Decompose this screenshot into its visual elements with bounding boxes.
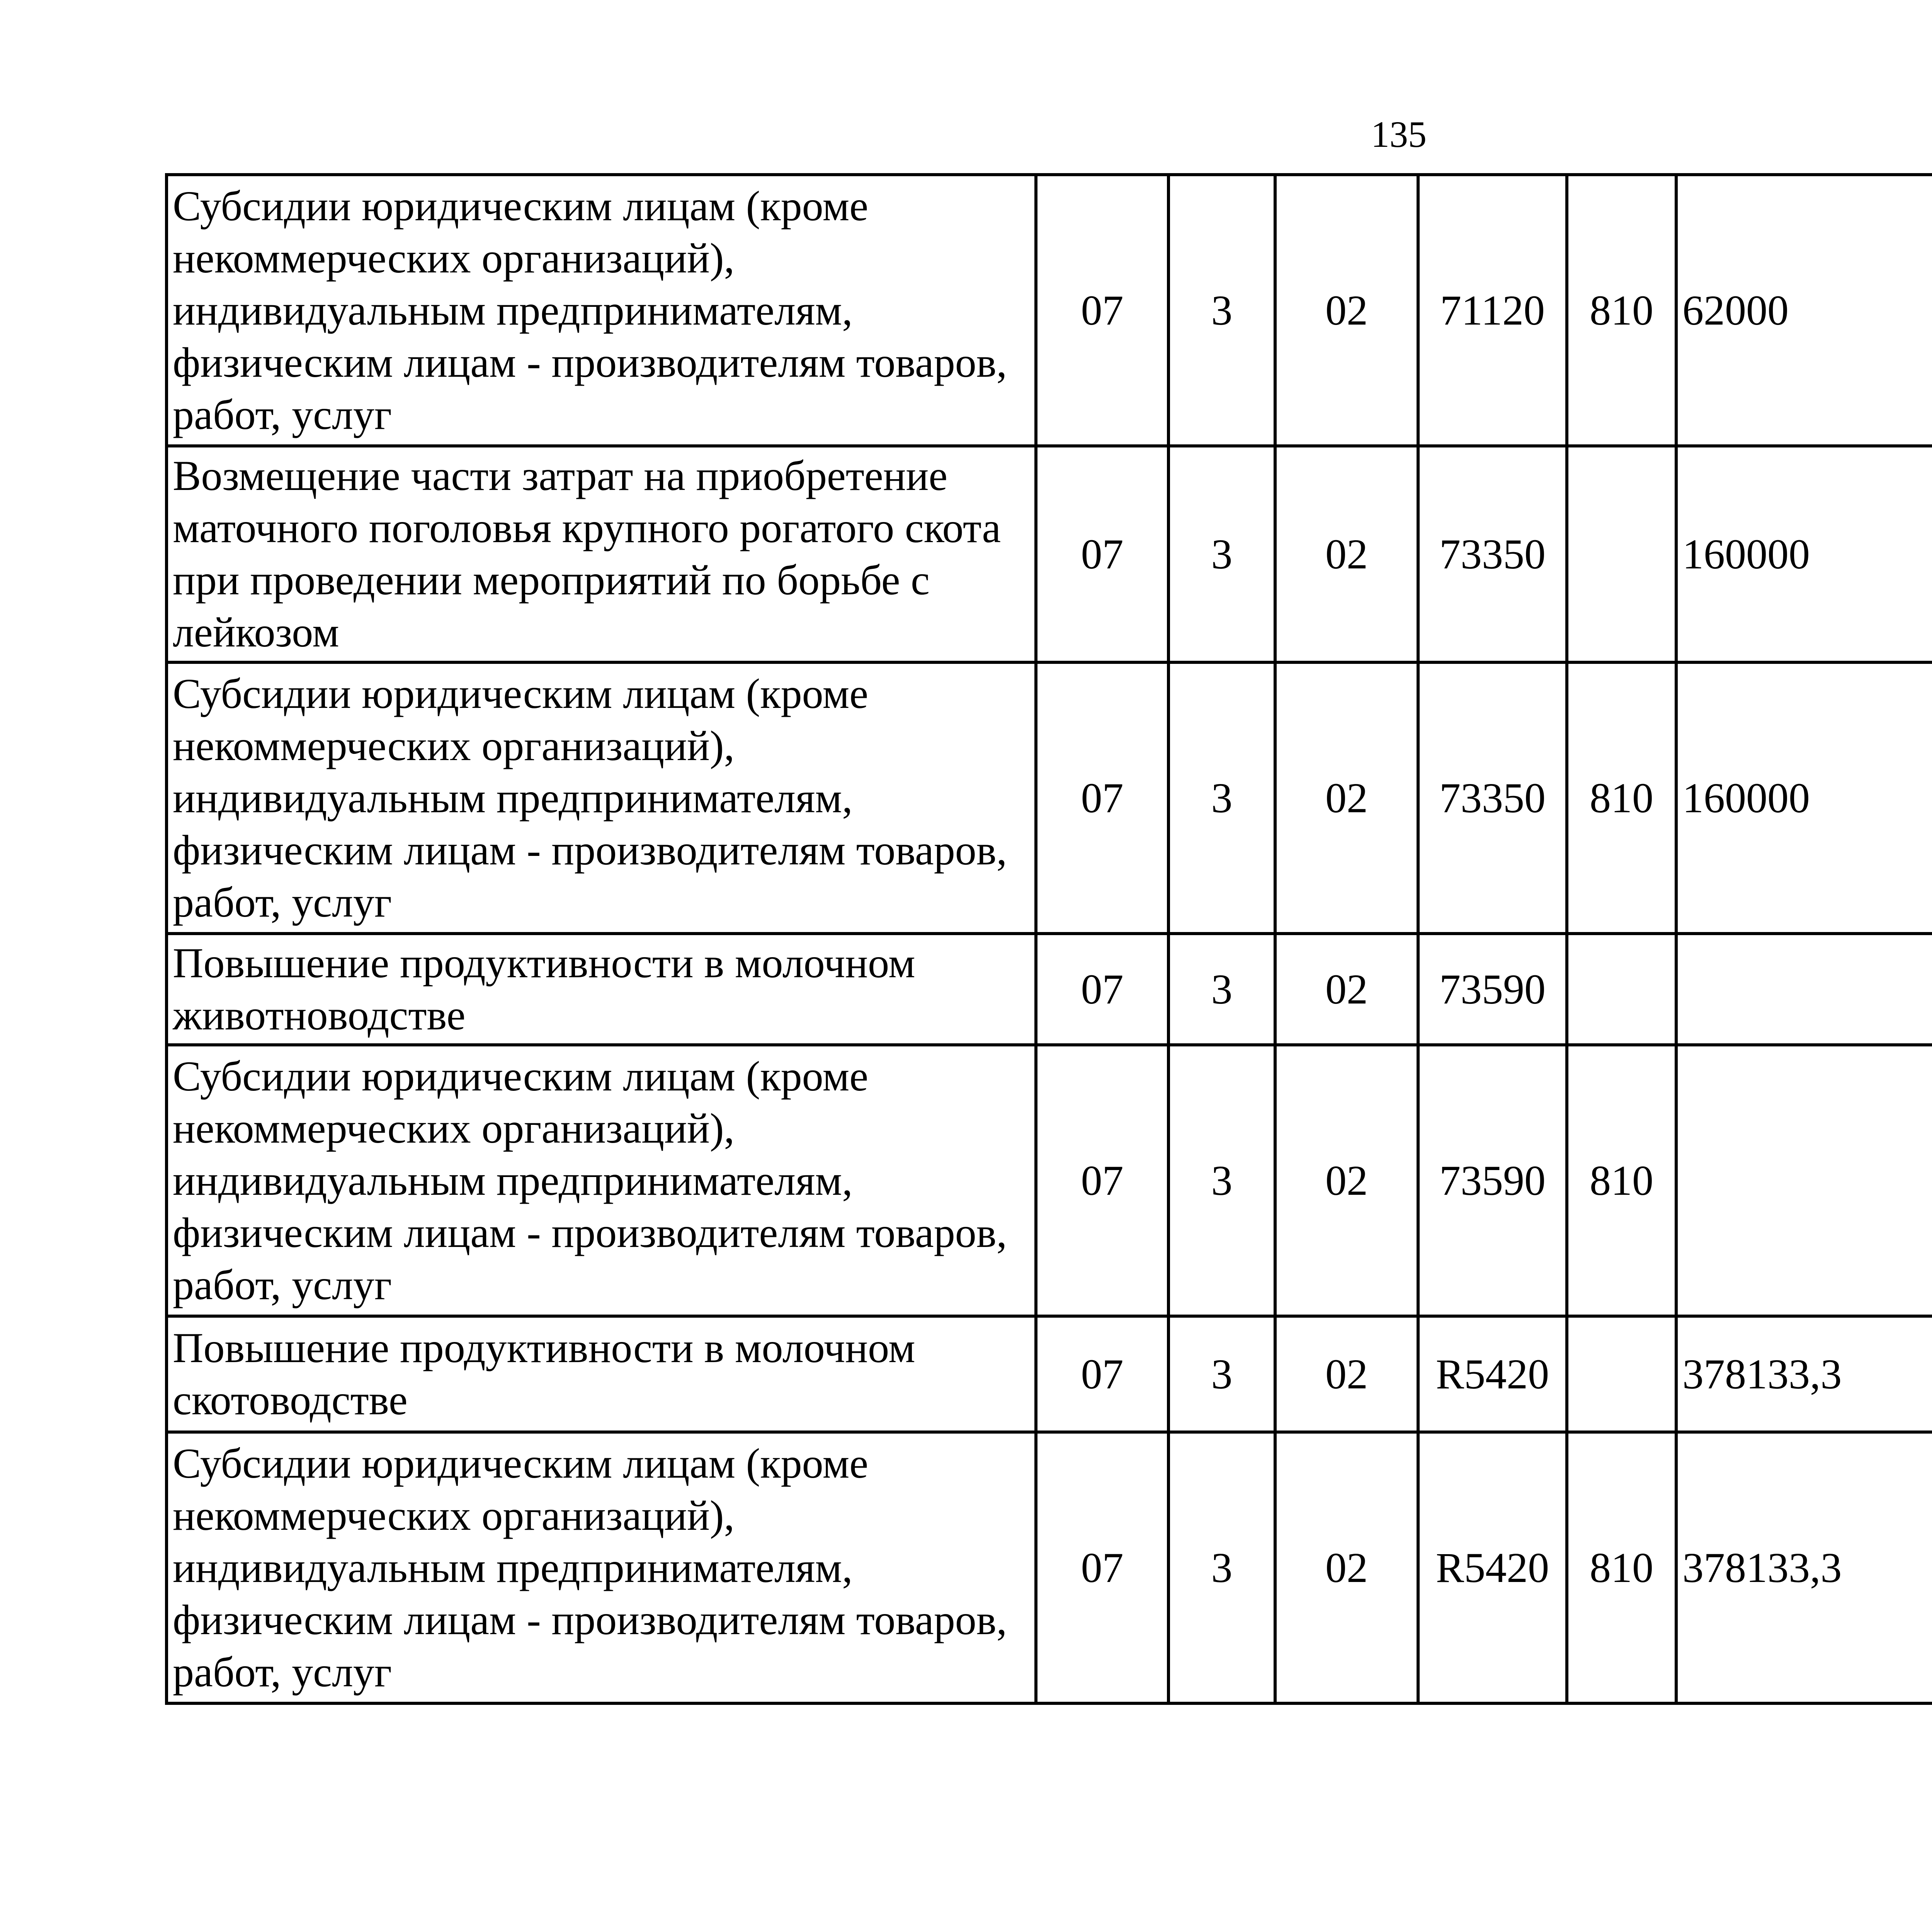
subsection-code: 3 <box>1168 934 1275 1045</box>
table-row <box>167 446 1932 662</box>
table-row <box>167 1045 1932 1316</box>
program-code: 02 <box>1275 1432 1418 1703</box>
page-number: 135 <box>1371 114 1427 155</box>
program-code: 02 <box>1275 1316 1418 1432</box>
article-code: 73590 <box>1418 934 1567 1045</box>
subsection-code: 3 <box>1168 662 1275 934</box>
article-code: 71120 <box>1418 175 1567 446</box>
article-code: R5420 <box>1418 1316 1567 1432</box>
row-description: Повышение продуктивности в молочном скотоводстве <box>167 1316 1036 1432</box>
table-row <box>167 175 1932 446</box>
expense-type-code: 810 <box>1567 175 1676 446</box>
row-description: Возмещение части затрат на приобретение маточного поголовья крупного рогатого скота при проведении мероприятий по борьбе с лейкозом <box>167 446 1036 662</box>
table-row <box>167 662 1932 934</box>
subsection-code: 3 <box>1168 1316 1275 1432</box>
table-row <box>167 1316 1932 1432</box>
article-code: R5420 <box>1418 1432 1567 1703</box>
program-code: 02 <box>1275 446 1418 662</box>
subsection-code: 3 <box>1168 1432 1275 1703</box>
article-code: 73350 <box>1418 662 1567 934</box>
section-code: 07 <box>1036 175 1168 446</box>
amount-year1: 378133,3 <box>1676 1316 1932 1432</box>
expense-type-code <box>1567 446 1676 662</box>
section-code: 07 <box>1036 1316 1168 1432</box>
amount-year1 <box>1676 1045 1932 1316</box>
expense-type-code <box>1567 1316 1676 1432</box>
budget-table <box>165 173 1932 1705</box>
row-description: Субсидии юридическим лицам (кроме некоммерческих организаций), индивидуальным предпринимателям, физическим лицам - производителям товаров, работ, услуг <box>167 175 1036 446</box>
program-code: 02 <box>1275 934 1418 1045</box>
section-code: 07 <box>1036 934 1168 1045</box>
section-code: 07 <box>1036 1432 1168 1703</box>
article-code: 73590 <box>1418 1045 1567 1316</box>
expense-type-code: 810 <box>1567 1045 1676 1316</box>
section-code: 07 <box>1036 1045 1168 1316</box>
row-description: Субсидии юридическим лицам (кроме некоммерческих организаций), индивидуальным предпринимателям, физическим лицам - производителям товаров, работ, услуг <box>167 1432 1036 1703</box>
row-description: Субсидии юридическим лицам (кроме некоммерческих организаций), индивидуальным предпринимателям, физическим лицам - производителям товаров, работ, услуг <box>167 1045 1036 1316</box>
row-description: Повышение продуктивности в молочном животноводстве <box>167 934 1036 1045</box>
expense-type-code: 810 <box>1567 1432 1676 1703</box>
program-code: 02 <box>1275 662 1418 934</box>
subsection-code: 3 <box>1168 1045 1275 1316</box>
program-code: 02 <box>1275 1045 1418 1316</box>
amount-year1: 160000 <box>1676 662 1932 934</box>
amount-year1: 62000 <box>1676 175 1932 446</box>
expense-type-code: 810 <box>1567 662 1676 934</box>
subsection-code: 3 <box>1168 175 1275 446</box>
expense-type-code <box>1567 934 1676 1045</box>
amount-year1 <box>1676 934 1932 1045</box>
article-code: 73350 <box>1418 446 1567 662</box>
amount-year1: 160000 <box>1676 446 1932 662</box>
section-code: 07 <box>1036 446 1168 662</box>
row-description: Субсидии юридическим лицам (кроме некоммерческих организаций), индивидуальным предпринимателям, физическим лицам - производителям товаров, работ, услуг <box>167 662 1036 934</box>
amount-year1: 378133,3 <box>1676 1432 1932 1703</box>
table-row <box>167 1432 1932 1703</box>
program-code: 02 <box>1275 175 1418 446</box>
section-code: 07 <box>1036 662 1168 934</box>
table-row <box>167 934 1932 1045</box>
subsection-code: 3 <box>1168 446 1275 662</box>
